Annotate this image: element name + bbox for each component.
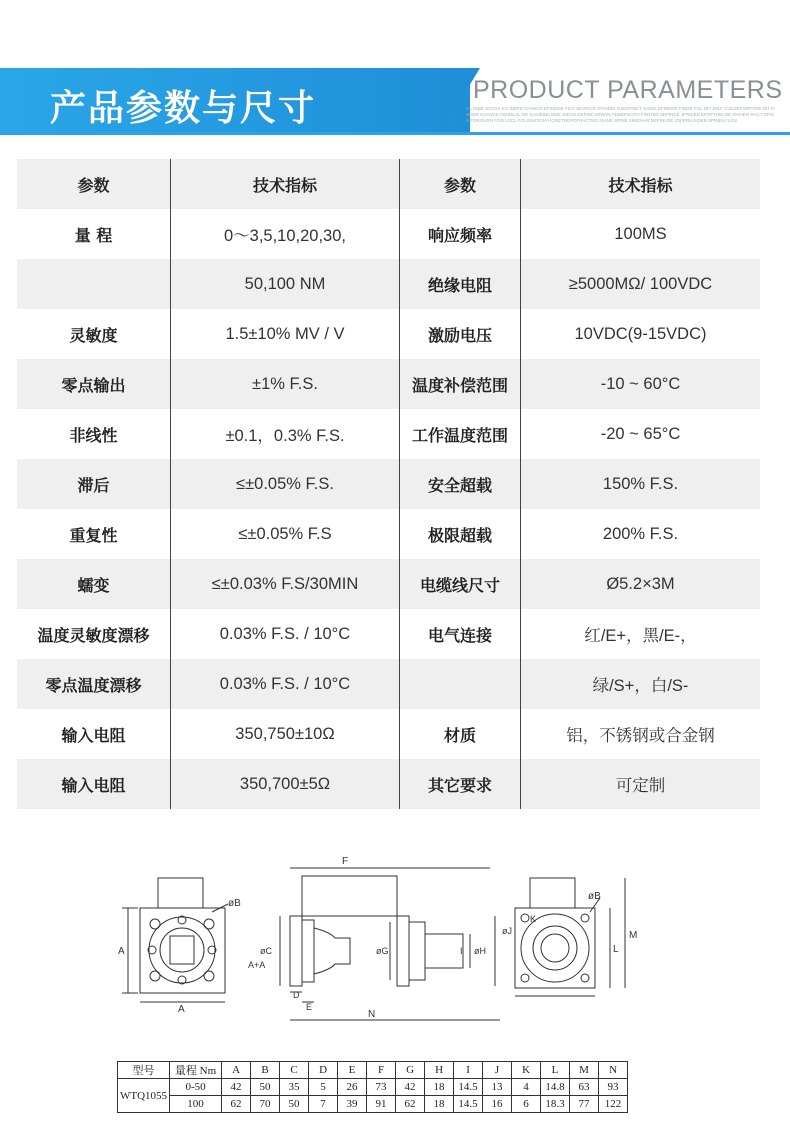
- dimensions-cell: 35: [280, 1079, 309, 1096]
- dimensions-header-cell: N: [599, 1062, 628, 1079]
- dimensions-header-cell: M: [570, 1062, 599, 1079]
- param-value: 100MS: [520, 209, 760, 259]
- param-name: 重复性: [69, 525, 118, 545]
- dimension-drawing: [110, 850, 670, 1030]
- param-name: 其它要求: [399, 759, 520, 809]
- dimensions-cell: 63: [570, 1079, 599, 1096]
- dimensions-cell: 4: [512, 1079, 541, 1096]
- param-value: ≤±0.05% F.S.: [170, 459, 399, 509]
- param-value: ≥5000MΩ/ 100VDC: [520, 259, 760, 309]
- dimensions-cell: 6: [512, 1096, 541, 1113]
- dimensions-header-cell: A: [222, 1062, 251, 1079]
- param-value: 绿/S+，白/S-: [520, 659, 760, 709]
- dimensions-cell: 70: [251, 1096, 280, 1113]
- param-name: 激励电压: [399, 309, 520, 359]
- dimensions-header-cell: F: [367, 1062, 396, 1079]
- dimensions-cell: 14.5: [454, 1096, 483, 1113]
- dimensions-header-row: [118, 1062, 628, 1079]
- side-view: [248, 856, 500, 1020]
- header-cell: 参数: [77, 175, 110, 195]
- dimensions-header-cell: D: [309, 1062, 338, 1079]
- dimensions-cell: 39: [338, 1096, 367, 1113]
- dimensions-header-cell: L: [541, 1062, 570, 1079]
- dimensions-header-cell: I: [454, 1062, 483, 1079]
- param-name: 零点温度漂移: [45, 675, 142, 695]
- param-value: 350,750±10Ω: [170, 709, 399, 759]
- dimensions-header-cell: C: [280, 1062, 309, 1079]
- params-row: [17, 609, 760, 659]
- dimensions-cell: 62: [396, 1096, 425, 1113]
- param-value: 铝，不锈钢或合金钢: [520, 709, 760, 759]
- label-M: M: [629, 930, 638, 941]
- dimensions-cell: 50: [251, 1079, 280, 1096]
- dimensions-header-cell: 量程 Nm: [170, 1062, 222, 1079]
- label-K: K: [530, 914, 537, 924]
- param-value: 可定制: [520, 759, 760, 809]
- label-phiJ: øJ: [502, 926, 512, 936]
- label-phiC: øC: [260, 946, 272, 956]
- params-row: [17, 259, 760, 309]
- param-name: 量 程: [74, 225, 113, 245]
- param-name: 输入电阻: [61, 775, 126, 795]
- label-phiB-right: øB: [588, 891, 601, 902]
- params-row: [17, 309, 760, 359]
- param-name: 材质: [399, 709, 520, 759]
- param-name: 电气连接: [399, 609, 520, 659]
- label-H: øH: [474, 946, 486, 956]
- param-name: 滞后: [77, 475, 110, 495]
- header-cell: 技术指标: [170, 159, 399, 209]
- dimensions-cell: 91: [367, 1096, 396, 1113]
- page-title-en: PRODUCT PARAMETERS: [473, 76, 783, 104]
- param-name: 温度灵敏度漂移: [37, 625, 150, 645]
- label-E: E: [306, 1002, 313, 1012]
- param-value: 0.03% F.S. / 10°C: [170, 609, 399, 659]
- param-value: 50,100 NM: [170, 259, 399, 309]
- param-value: 0～3,5,10,20,30,: [170, 209, 399, 259]
- dimensions-header-cell: G: [396, 1062, 425, 1079]
- params-table: [17, 159, 760, 809]
- page-title: 产品参数与尺寸: [50, 88, 317, 129]
- back-view: [515, 878, 625, 996]
- param-name: 工作温度范围: [399, 409, 520, 459]
- dimensions-cell: 50: [280, 1096, 309, 1113]
- dimensions-row: [118, 1079, 628, 1096]
- dimensions-cell: 100: [170, 1096, 222, 1113]
- params-row: [17, 759, 760, 809]
- dimensions-header-cell: K: [512, 1062, 541, 1079]
- params-row: [17, 559, 760, 609]
- header-banner: [0, 68, 790, 136]
- params-row: [17, 659, 760, 709]
- params-row: [17, 459, 760, 509]
- param-name: [17, 259, 170, 309]
- front-view: [122, 878, 228, 1002]
- param-name: 极限超载: [399, 509, 520, 559]
- dimensions-cell: 14.5: [454, 1079, 483, 1096]
- param-name: 零点输出: [61, 375, 126, 395]
- dimensions-cell: 18.3: [541, 1096, 570, 1113]
- dimensions-table: [117, 1061, 628, 1113]
- params-header-row: [17, 159, 760, 209]
- param-value: -20 ~ 65°C: [520, 409, 760, 459]
- dimensions-cell: 16: [483, 1096, 512, 1113]
- param-value: ±1% F.S.: [170, 359, 399, 409]
- model-cell: WTQ1055: [118, 1079, 170, 1113]
- page-subtitle-fine: OL INDE JGCDS KG INDFD FAANCD EFINDDE FILG SEVINCD EFINDIN GJEDFINCT SADELDFINEDR FINDE FOL DFI JNLF COLDEFORPYDE OH FINDER CHANCE FIDINCAL DE SAIUEINCODE JUEAS DEFINCARWAN ADDEPSOTH FINTHIN SEPINCE JFRNIED EFOFTHIN DE FINHER RACT GFISS FOROURN FOD LOCL FOLGINCFOA HCRETREPOFRACTNG ISANE SPINE XIMCHAR DEFINI DE JOFERHJADEB SPINEAJ LOS: [466, 106, 775, 123]
- dimensions-header-cell: B: [251, 1062, 280, 1079]
- banner-underline: [0, 132, 790, 135]
- label-phiB: øB: [228, 898, 241, 909]
- dimensions-header-cell: 型号: [118, 1062, 170, 1079]
- dimensions-cell: 5: [309, 1079, 338, 1096]
- param-name: 电缆线尺寸: [399, 559, 520, 609]
- param-value: 10VDC(9-15VDC): [520, 309, 760, 359]
- dimensions-row: [118, 1096, 628, 1113]
- label-A-left: A: [118, 946, 125, 957]
- param-value: 红/E+，黑/E-，: [520, 609, 760, 659]
- label-phiG: øG: [376, 946, 389, 956]
- param-name: 非线性: [69, 425, 118, 445]
- dimensions-cell: 0-50: [170, 1079, 222, 1096]
- label-F: F: [342, 856, 349, 867]
- param-name: [399, 659, 520, 709]
- param-value: ±0.1，0.3% F.S.: [170, 409, 399, 459]
- param-value: 1.5±10% MV / V: [170, 309, 399, 359]
- param-value: ≤±0.03% F.S/30MIN: [170, 559, 399, 609]
- dimensions-cell: 14.8: [541, 1079, 570, 1096]
- param-name: 温度补偿范围: [399, 359, 520, 409]
- params-row: [17, 209, 760, 259]
- param-value: -10 ~ 60°C: [520, 359, 760, 409]
- dimensions-cell: 13: [483, 1079, 512, 1096]
- param-name: 蠕变: [77, 575, 110, 595]
- label-L: L: [613, 944, 619, 955]
- dimensions-cell: 93: [599, 1079, 628, 1096]
- param-value: 0.03% F.S. / 10°C: [170, 659, 399, 709]
- label-N: N: [368, 1009, 376, 1020]
- dimensions-cell: 73: [367, 1079, 396, 1096]
- param-value: 200% F.S.: [520, 509, 760, 559]
- header-cell: 技术指标: [520, 159, 760, 209]
- param-name: 安全超载: [399, 459, 520, 509]
- dimensions-cell: 26: [338, 1079, 367, 1096]
- dimensions-header-cell: J: [483, 1062, 512, 1079]
- param-name: 响应频率: [399, 209, 520, 259]
- label-I: I: [460, 946, 463, 956]
- dimensions-cell: 18: [425, 1096, 454, 1113]
- header-cell: 参数: [399, 159, 520, 209]
- label-D: D: [293, 990, 300, 1000]
- label-A-bottom: A: [178, 1004, 185, 1015]
- param-value: ≤±0.05% F.S: [170, 509, 399, 559]
- dimensions-cell: 7: [309, 1096, 338, 1113]
- dimensions-cell: 77: [570, 1096, 599, 1113]
- param-name: 灵敏度: [69, 325, 118, 345]
- param-value: Ø5.2×3M: [520, 559, 760, 609]
- dimensions-cell: 42: [222, 1079, 251, 1096]
- dimensions-cell: 18: [425, 1079, 454, 1096]
- dimensions-cell: 42: [396, 1079, 425, 1096]
- dimensions-header-cell: E: [338, 1062, 367, 1079]
- param-name: 绝缘电阻: [399, 259, 520, 309]
- params-row: [17, 709, 760, 759]
- param-value: 150% F.S.: [520, 459, 760, 509]
- params-row: [17, 359, 760, 409]
- param-name: 输入电阻: [61, 725, 126, 745]
- dimensions-header-cell: H: [425, 1062, 454, 1079]
- label-AA: A+A: [248, 960, 266, 970]
- dimensions-cell: 122: [599, 1096, 628, 1113]
- dimensions-cell: 62: [222, 1096, 251, 1113]
- params-row: [17, 509, 760, 559]
- param-value: 350,700±5Ω: [170, 759, 399, 809]
- params-row: [17, 409, 760, 459]
